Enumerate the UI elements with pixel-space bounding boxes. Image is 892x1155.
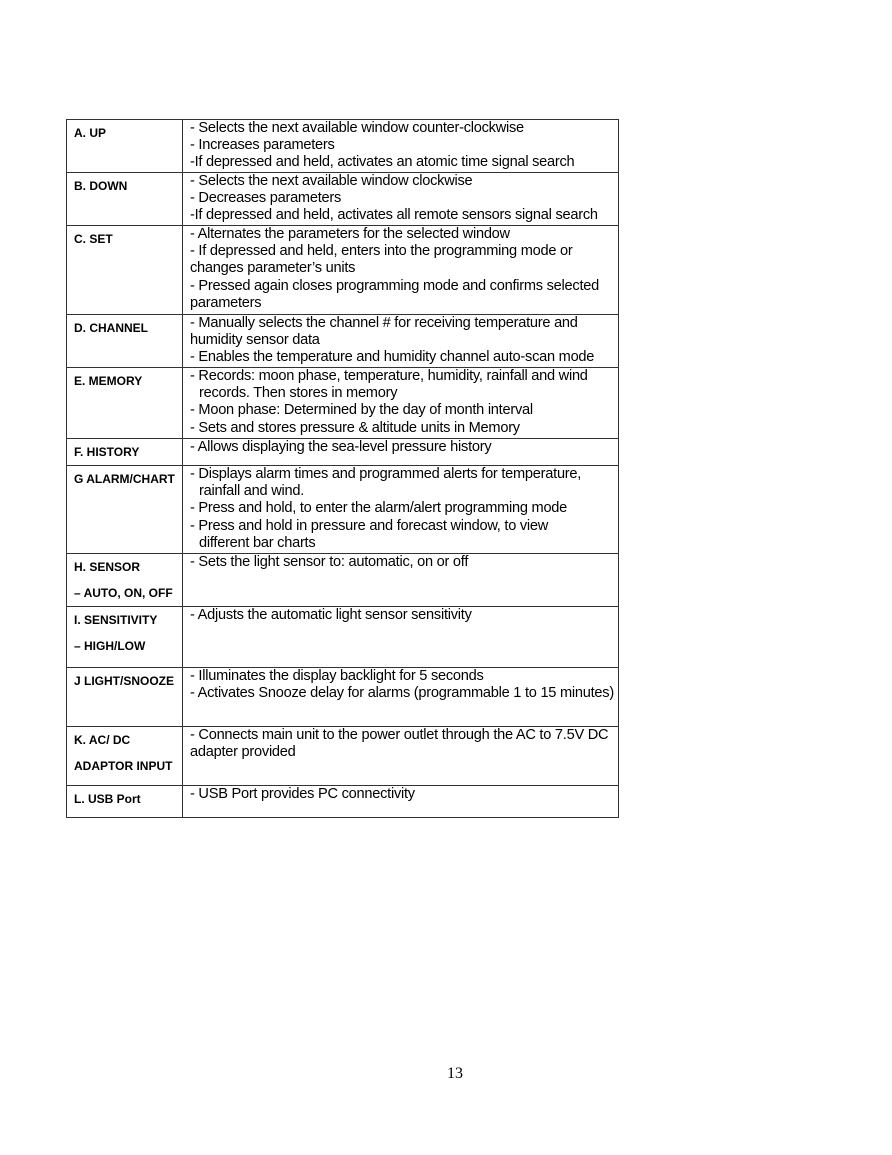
- key-description-cell: [183, 368, 619, 439]
- key-name-cell: [67, 466, 183, 554]
- key-name: I. SENSITIVITY: [74, 613, 158, 627]
- key-description-cell: [183, 466, 619, 554]
- key-description-cell: [183, 786, 619, 818]
- key-description-cell: [183, 607, 619, 668]
- description-line: - Sets the light sensor to: automatic, on or off: [190, 554, 469, 570]
- key-name-cell: [67, 607, 183, 668]
- key-name-cell: [67, 368, 183, 439]
- table-row: [67, 466, 619, 554]
- key-name: D. CHANNEL: [74, 321, 148, 335]
- key-name: K. AC/ DC: [74, 733, 131, 747]
- table-row: [67, 315, 619, 368]
- key-description-cell: [183, 727, 619, 786]
- key-name: B. DOWN: [74, 179, 128, 193]
- table-row: [67, 368, 619, 439]
- description-line: rainfall and wind.: [199, 483, 305, 500]
- description-line: - Selects the next available window counter-clockwise: [190, 120, 524, 136]
- description-line: - Press and hold, to enter the alarm/alert programming mode: [190, 500, 568, 517]
- description-line: - Decreases parameters: [190, 190, 342, 207]
- key-name: F. HISTORY: [74, 445, 140, 459]
- key-description-cell: [183, 439, 619, 466]
- page-number: 13: [447, 1065, 463, 1082]
- description-line: -If depressed and held, activates an atomic time signal search: [190, 154, 575, 171]
- description-line: - Activates Snooze delay for alarms (programmable 1 to 15 minutes): [190, 685, 614, 702]
- key-name: J LIGHT/SNOOZE: [74, 674, 175, 688]
- description-line: - Sets and stores pressure & altitude units in Memory: [190, 419, 520, 436]
- key-name-cell: [67, 786, 183, 818]
- description-line: - Connects main unit to the power outlet through the AC to 7.5V DC adapter provided: [190, 727, 609, 761]
- button-function-table: [66, 119, 619, 818]
- description-line: - Allows displaying the sea-level pressure history: [190, 439, 492, 455]
- description-line: - Manually selects the channel # for receiving temperature and humidity sensor data: [190, 315, 578, 349]
- description-line: records. Then stores in memory: [199, 385, 398, 402]
- key-name: G ALARM/CHART: [74, 472, 175, 486]
- description-line: - USB Port provides PC connectivity: [190, 786, 415, 802]
- description-line: - Pressed again closes programming mode and confirms selected parameters: [190, 277, 599, 311]
- key-name: – AUTO, ON, OFF: [74, 586, 173, 600]
- table-row: [67, 120, 619, 173]
- table-row: [67, 786, 619, 818]
- key-name: H. SENSOR: [74, 560, 141, 574]
- key-name-cell: [67, 668, 183, 727]
- description-line: - Increases parameters: [190, 137, 335, 154]
- description-line: - Alternates the parameters for the selected window: [190, 226, 510, 242]
- key-name-cell: [67, 727, 183, 786]
- key-name: E. MEMORY: [74, 374, 143, 388]
- table-row: [67, 554, 619, 607]
- table-row: [67, 173, 619, 226]
- key-name-cell: [67, 554, 183, 607]
- key-name-cell: [67, 120, 183, 173]
- description-line: - Selects the next available window clockwise: [190, 173, 473, 189]
- table-row: [67, 727, 619, 786]
- key-description-cell: [183, 668, 619, 727]
- table-body: [67, 120, 619, 818]
- description-line: different bar charts: [199, 534, 316, 551]
- key-description-cell: [183, 173, 619, 226]
- key-name: L. USB Port: [74, 792, 141, 806]
- key-description-cell: [183, 226, 619, 315]
- key-name: C. SET: [74, 232, 113, 246]
- description-line: - Adjusts the automatic light sensor sensitivity: [190, 607, 472, 623]
- table-row: [67, 668, 619, 727]
- key-description-cell: [183, 315, 619, 368]
- description-line: - Displays alarm times and programmed alerts for temperature,: [190, 466, 582, 482]
- table-row: [67, 439, 619, 466]
- description-line: - If depressed and held, enters into the programming mode or changes parameter’s units: [190, 243, 573, 277]
- table-row: [67, 607, 619, 668]
- description-line: -If depressed and held, activates all remote sensors signal search: [190, 207, 598, 224]
- key-description-cell: [183, 554, 619, 607]
- description-line: - Records: moon phase, temperature, humidity, rainfall and wind: [190, 368, 588, 384]
- key-description-cell: [183, 120, 619, 173]
- key-name-cell: [67, 439, 183, 466]
- key-name: A. UP: [74, 126, 107, 140]
- table-row: [67, 226, 619, 315]
- description-line: - Enables the temperature and humidity channel auto-scan mode: [190, 349, 595, 366]
- description-line: - Press and hold in pressure and forecast window, to view: [190, 517, 549, 534]
- key-name-cell: [67, 173, 183, 226]
- key-name-cell: [67, 315, 183, 368]
- description-line: - Illuminates the display backlight for 5 seconds: [190, 668, 484, 684]
- key-name: – HIGH/LOW: [74, 639, 146, 653]
- description-line: - Moon phase: Determined by the day of month interval: [190, 402, 533, 419]
- key-name-cell: [67, 226, 183, 315]
- key-name: ADAPTOR INPUT: [74, 759, 173, 773]
